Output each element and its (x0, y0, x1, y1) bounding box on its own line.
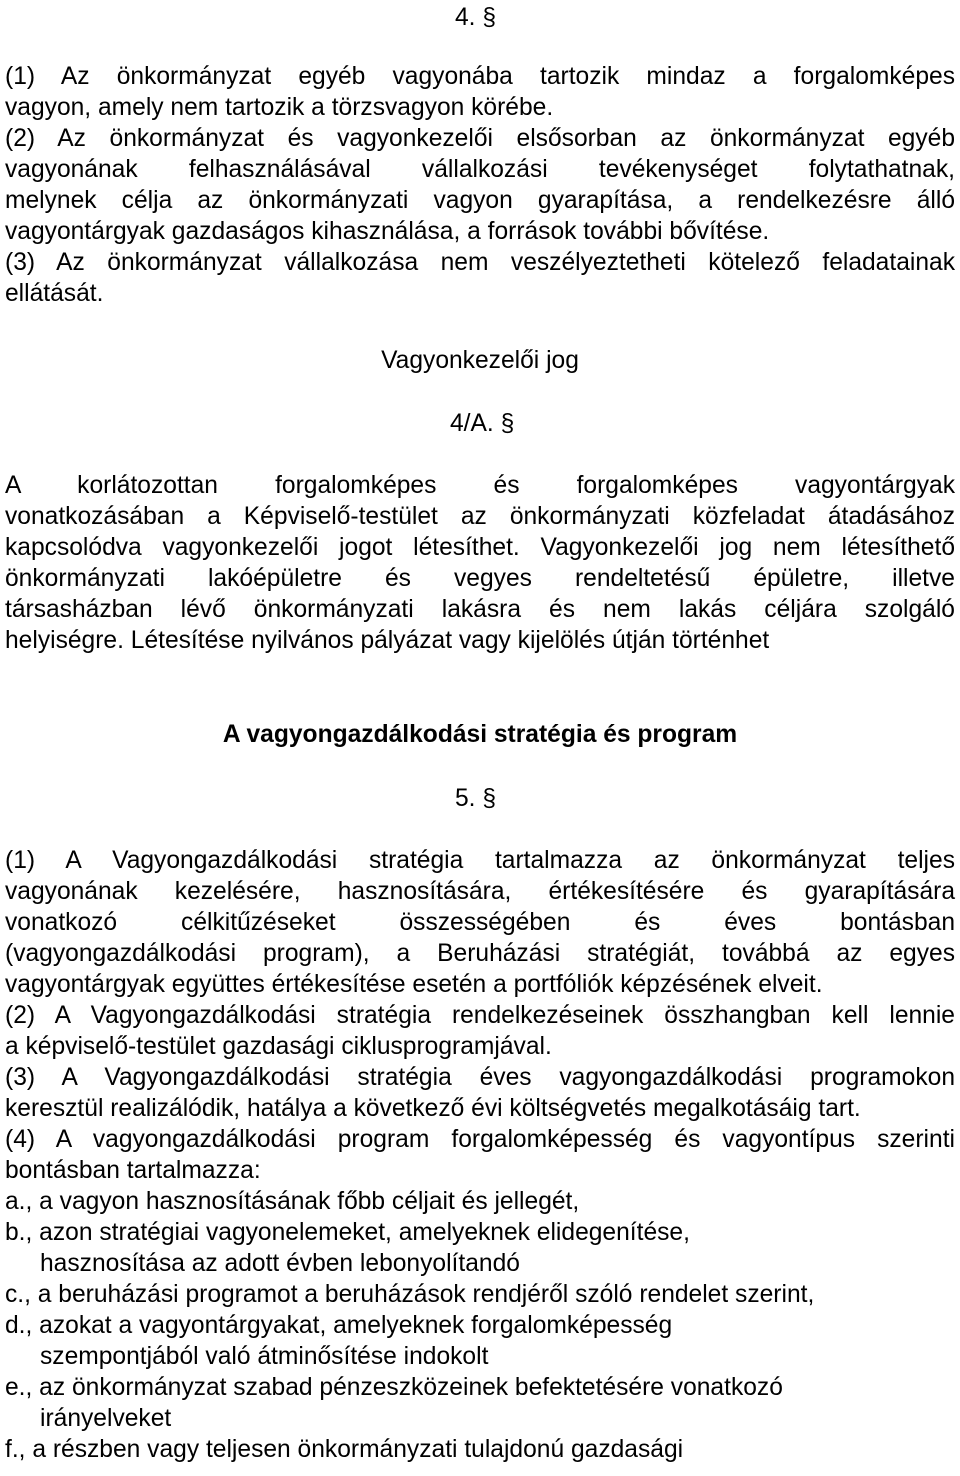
s4a-line-2: vonatkozásában a Képviselő-testület az önkormányzati közfeladat átadásához (5, 503, 955, 530)
s4-line-4: vagyonának felhasználásával vállalkozási tevékenységet folytathatnak, (5, 156, 955, 183)
section-4a-number: 4/A. § (450, 410, 515, 437)
s5-line-4: (vagyongazdálkodási program), a Beruházási stratégiát, továbbá az egyes (5, 940, 955, 967)
s5-line-2: vagyonának kezelésére, hasznosítására, értékesítésére és gyarapítására (5, 878, 955, 905)
s4-line-3: (2) Az önkormányzat és vagyonkezelői elsősorban az önkormányzat egyéb (5, 125, 955, 152)
s4-line-5: melynek célja az önkormányzati vagyon gyarapítása, a rendelkezésre álló (5, 187, 955, 214)
list-item-e: e., az önkormányzat szabad pénzeszközeinek befektetésére vonatkozó (5, 1374, 783, 1401)
s5-line-1: (1) A Vagyongazdálkodási stratégia tartalmazza az önkormányzat teljes (5, 847, 955, 874)
list-item-c: c., a beruházási programot a beruházások rendjéről szóló rendelet szerint, (5, 1281, 815, 1308)
section-4-number: 4. § (455, 4, 497, 31)
s5-line-6: (2) A Vagyongazdálkodási stratégia rendelkezéseinek összhangban kell lennie (5, 1002, 955, 1029)
s4a-line-4: önkormányzati lakóépületre és vegyes rendeltetésű épületre, illetve (5, 565, 955, 592)
section-5-number: 5. § (455, 785, 497, 812)
s5-line-7: a képviselő-testület gazdasági ciklusprogramjával. (5, 1033, 552, 1060)
list-item-b: b., azon stratégiai vagyonelemeket, amelyeknek elidegenítése, (5, 1219, 690, 1246)
s5-line-9: keresztül realizálódik, hatálya a következő évi költségvetés megalkotásáig tart. (5, 1095, 861, 1122)
s5-line-10: (4) A vagyongazdálkodási program forgalomképesség és vagyontípus szerinti (5, 1126, 955, 1153)
s5-line-8: (3) A Vagyongazdálkodási stratégia éves vagyongazdálkodási programokon (5, 1064, 955, 1091)
list-item-d-cont: szempontjából való átminősítése indokolt (40, 1343, 489, 1370)
section-5-heading: A vagyongazdálkodási stratégia és program (222, 721, 738, 748)
s5-line-11: bontásban tartalmazza: (5, 1157, 261, 1184)
s4-line-7: (3) Az önkormányzat vállalkozása nem veszélyeztetheti kötelező feladatainak (5, 249, 955, 276)
s4-line-1: (1) Az önkormányzat egyéb vagyonába tartozik mindaz a forgalomképes (5, 63, 955, 90)
s5-line-3: vonatkozó célkitűzéseket összességében és éves bontásban (5, 909, 955, 936)
s4-line-6: vagyontárgyak gazdaságos kihasználása, a források további bővítése. (5, 218, 770, 245)
list-item-e-cont: irányelveket (40, 1405, 172, 1432)
s4a-line-6: helyiségre. Létesítése nyilvános pályázat vagy kijelölés útján történhet (5, 627, 770, 654)
list-item-b-cont: hasznosítása az adott évben lebonyolítandó (40, 1250, 520, 1277)
s4a-line-1: A korlátozottan forgalomképes és forgalomképes vagyontárgyak (5, 472, 955, 499)
s4a-line-5: társasházban lévő önkormányzati lakásra és nem lakás céljára szolgáló (5, 596, 955, 623)
list-item-f: f., a részben vagy teljesen önkormányzati tulajdonú gazdasági (5, 1436, 684, 1463)
s4-line-2: vagyon, amely nem tartozik a törzsvagyon körébe. (5, 94, 554, 121)
section-4a-heading: Vagyonkezelői jog (381, 347, 579, 374)
list-item-d: d., azokat a vagyontárgyakat, amelyeknek forgalomképesség (5, 1312, 673, 1339)
s5-line-5: vagyontárgyak együttes értékesítése esetén a portfóliók képzésének elveit. (5, 971, 823, 998)
list-item-a: a., a vagyon hasznosításának főbb céljait és jellegét, (5, 1188, 580, 1215)
s4a-line-3: kapcsolódva vagyonkezelői jogot létesíthet. Vagyonkezelői jog nem létesíthető (5, 534, 955, 561)
s4-line-8: ellátását. (5, 280, 104, 307)
